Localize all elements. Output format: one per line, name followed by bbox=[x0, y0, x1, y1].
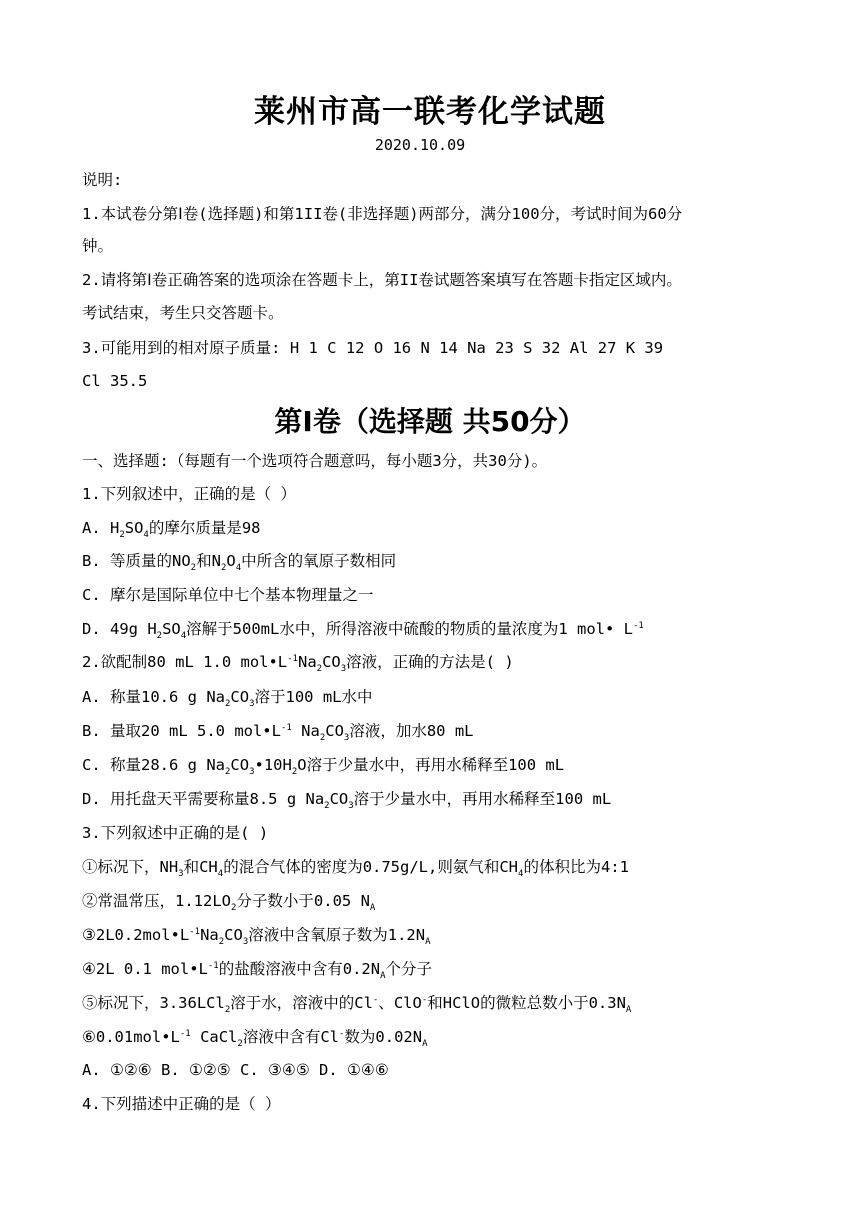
instruction-line-4: 考试结束，考生只交答题卡。 bbox=[82, 304, 284, 322]
q3-item-3: $③2L0.2mol•L^{-1}Na_2CO_3$溶液中含氧原子数为$1.2N_A$ bbox=[82, 926, 431, 948]
q2-stem: 2.欲配制80 mL 1.0 $mol•L^{-1}Na_2CO_3$溶液，正确的方法是( ) bbox=[82, 653, 514, 675]
instruction-line-5: 3.可能用到的相对原子质量: H 1 C 12 O 16 N 14 Na 23 S 32 Al 27 K 39 bbox=[82, 339, 664, 357]
exam-title: 莱州市高一联考化学试题 bbox=[254, 94, 606, 130]
q3-item-1: ①标况下，$NH_3$和$CH_4$的混合气体的密度为0.75g/L,则氨气和$CH_4$的体积比为4:1 bbox=[82, 858, 629, 880]
q1-option-a: A. $H_2SO_4$的摩尔质量是98 bbox=[82, 519, 261, 541]
part-one-heading: 一、选择题:（每题有一个选项符合题意吗，每小题3分，共30分)。 bbox=[82, 452, 548, 470]
q2-option-a: A. 称量10.6 g $Na_2CO_3$溶于100 mL水中 bbox=[82, 688, 373, 710]
q1-option-b: B. 等质量的$NO_2$和$N_2O_4$中所含的氧原子数相同 bbox=[82, 552, 397, 574]
q4-stem: 4.下列描述中正确的是（ ） bbox=[82, 1095, 281, 1113]
q3-stem: 3.下列叙述中正确的是( ) bbox=[82, 824, 269, 842]
section-title: 第Ⅰ卷（选择题 共50分） bbox=[274, 405, 586, 438]
q3-item-5: ⑤标况下，3.36LCl$_2$溶于水，溶液中的Cl-、ClO-和HClO的微粒总数小于$0.3N_A$ bbox=[82, 994, 632, 1016]
q3-item-2: ②常温常压，$1.12LO_2$分子数小于0.05 $N_A$ bbox=[82, 892, 376, 914]
q2-option-d: D. 用托盘天平需要称量8.5 g $Na_2CO_3$溶于少量水中，再用水稀释至100 mL bbox=[82, 790, 612, 812]
q2-option-b: B. 量取20 mL 5.0 $mol•L^{-1}$ $Na_2CO_3$溶液，加水80 mL bbox=[82, 722, 474, 744]
q3-item-6: $⑥0.01mol•L^{-1}$ CaCl$_2$溶液中含有Cl-数为$0.02N_A$ bbox=[82, 1028, 428, 1050]
q1-option-d: D. 49g $H_2SO_4$溶解于500mL水中，所得溶液中硫酸的物质的量浓度为1 mol• $L^{-1}$ bbox=[82, 620, 644, 642]
q2-option-c: C. 称量28.6 g $Na_2CO_3•10H_2O$溶于少量水中，再用水稀释至100 mL bbox=[82, 756, 565, 778]
instruction-line-1: 1.本试卷分第Ⅰ卷(选择题)和第1II卷(非选择题)两部分，满分100分，考试时间为60分 bbox=[82, 205, 683, 223]
q1-option-c: C. 摩尔是国际单位中七个基本物理量之一 bbox=[82, 586, 374, 604]
q1-stem: 1.下列叙述中，正确的是（ ） bbox=[82, 485, 296, 503]
instructions-heading: 说明: bbox=[82, 171, 123, 189]
q3-item-4: ④2L 0.1 $mol•L^{-1}$的盐酸溶液中含有$0.2N_A$个分子 bbox=[82, 960, 432, 982]
instruction-line-6: Cl 35.5 bbox=[82, 372, 148, 390]
q3-options: A. ①②⑥ B. ①②⑤ C. ③④⑤ D. ①④⑥ bbox=[82, 1061, 389, 1079]
exam-date: 2020.10.09 bbox=[374, 136, 466, 154]
instruction-line-2: 钟。 bbox=[82, 237, 114, 255]
instruction-line-3: 2.请将第Ⅰ卷正确答案的选项涂在答题卡上，第II卷试题答案填写在答题卡指定区域内。 bbox=[82, 271, 682, 289]
